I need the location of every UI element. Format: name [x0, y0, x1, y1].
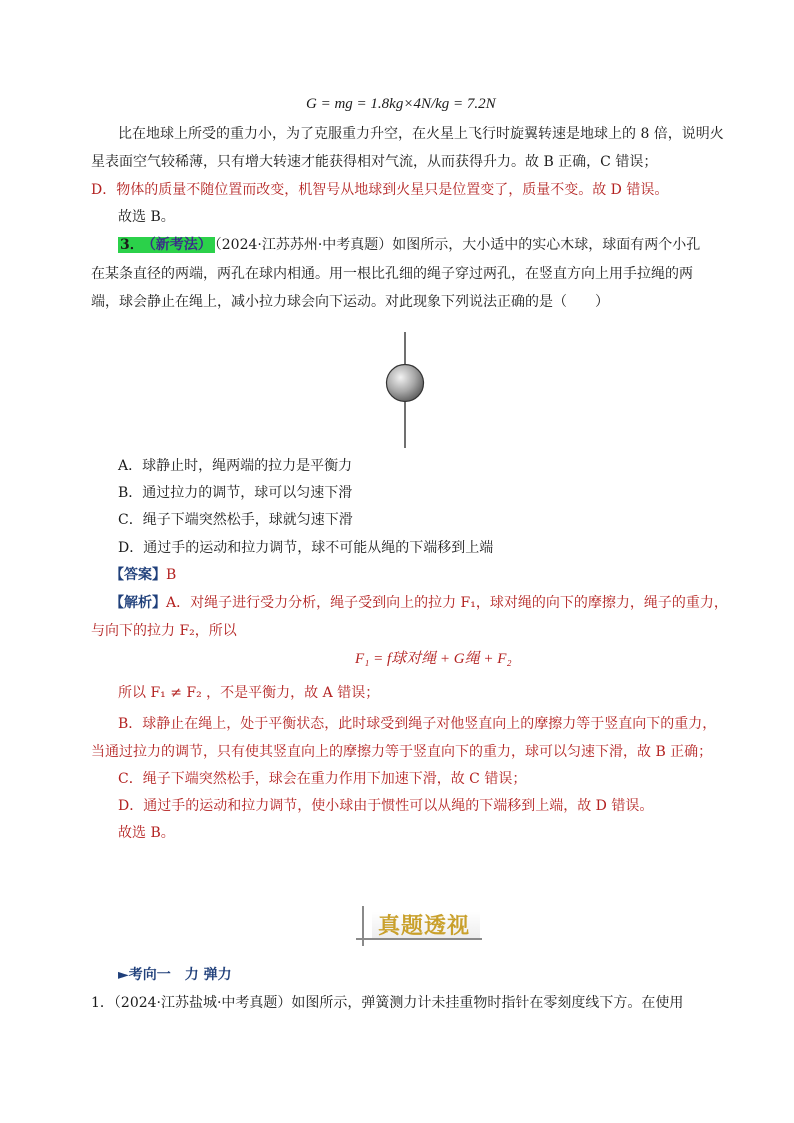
question-number: 3．	[120, 237, 144, 253]
analysis-label: 【解析】	[110, 595, 166, 611]
text-line: 当通过拉力的调节，只有使其竖直向上的摩擦力等于竖直向下的重力，球可以匀速下滑，故 B 正确；	[91, 744, 713, 760]
analysis-line	[110, 593, 728, 613]
option-d: D．通过手的运动和拉力调节，球不可能从绳的下端移到上端	[118, 540, 494, 556]
question-tag: （新考法）	[146, 237, 215, 253]
option-b: B．通过拉力的调节，球可以匀速下滑	[118, 485, 353, 501]
section-title: 真题透视	[378, 914, 471, 939]
answer-line	[110, 565, 176, 585]
formula-gravity: G = mg = 1.8kg×4N/kg = 7.2N	[306, 96, 496, 112]
option-a: A．球静止时，绳两端的拉力是平衡力	[118, 458, 353, 474]
formula-forces: F₁ = f球对绳 + G绳 + F₂	[355, 651, 512, 667]
text-line: 端，球会静止在绳上，减小拉力球会向下运动。对此现象下列说法正确的是（ ）	[91, 294, 609, 310]
text-line: C．绳子下端突然松手，球会在重力作用下加速下滑，故 C 错误；	[118, 771, 527, 787]
question-source: （2024·江苏苏州·中考真题）如图所示，大小适中的实心木球，球面有两个小孔	[214, 237, 701, 253]
text-line: 星表面空气较稀薄，只有增大转速才能获得相对气流，从而获得升力。故 B 正确，C 错误；	[91, 154, 658, 170]
text-line: 与向下的拉力 F₂，所以	[91, 623, 237, 639]
question-1-stem: 1．（2024·江苏盐城·中考真题）如图所示，弹簧测力计未挂重物时指针在零刻度线下方。在使用	[91, 995, 684, 1011]
topic-heading: ►考向一 力 弹力	[118, 967, 232, 983]
answer-label: 【答案】	[110, 567, 166, 583]
text-line: 故选 B。	[118, 209, 175, 225]
text-line: D．物体的质量不随位置而改变，机智号从地球到火星只是位置变了，质量不变。故 D 错误。	[91, 182, 669, 198]
answer-value: B	[166, 567, 177, 583]
text-line: D．通过手的运动和拉力调节，使小球由于惯性可以从绳的下端移到上端，故 D 错误。	[118, 798, 654, 814]
text-line: 在某条直径的两端，两孔在球内相通。用一根比孔细的绳子穿过两孔，在竖直方向上用手拉绳的两	[91, 266, 693, 282]
option-c: C．绳子下端突然松手，球就匀速下滑	[118, 512, 353, 528]
wooden-ball	[387, 365, 424, 402]
text-line: 所以 F₁ ≠ F₂ ，不是平衡力，故 A 错误；	[118, 685, 380, 701]
ball-on-rope-figure	[380, 332, 430, 448]
analysis-text: A．对绳子进行受力分析，绳子受到向上的拉力 F₁，球对绳的向下的摩擦力，绳子的重力，	[166, 595, 728, 611]
text-line: 故选 B。	[118, 825, 175, 841]
text-line: 比在地球上所受的重力小，为了克服重力升空，在火星上飞行时旋翼转速是地球上的 8 倍，说明火	[118, 126, 724, 142]
section-divider-vertical	[362, 906, 364, 946]
text-line: B．球静止在绳上，处于平衡状态，此时球受到绳子对他竖直向上的摩擦力等于竖直向下的重力，	[118, 716, 717, 732]
question-3-stem-line	[118, 235, 700, 255]
